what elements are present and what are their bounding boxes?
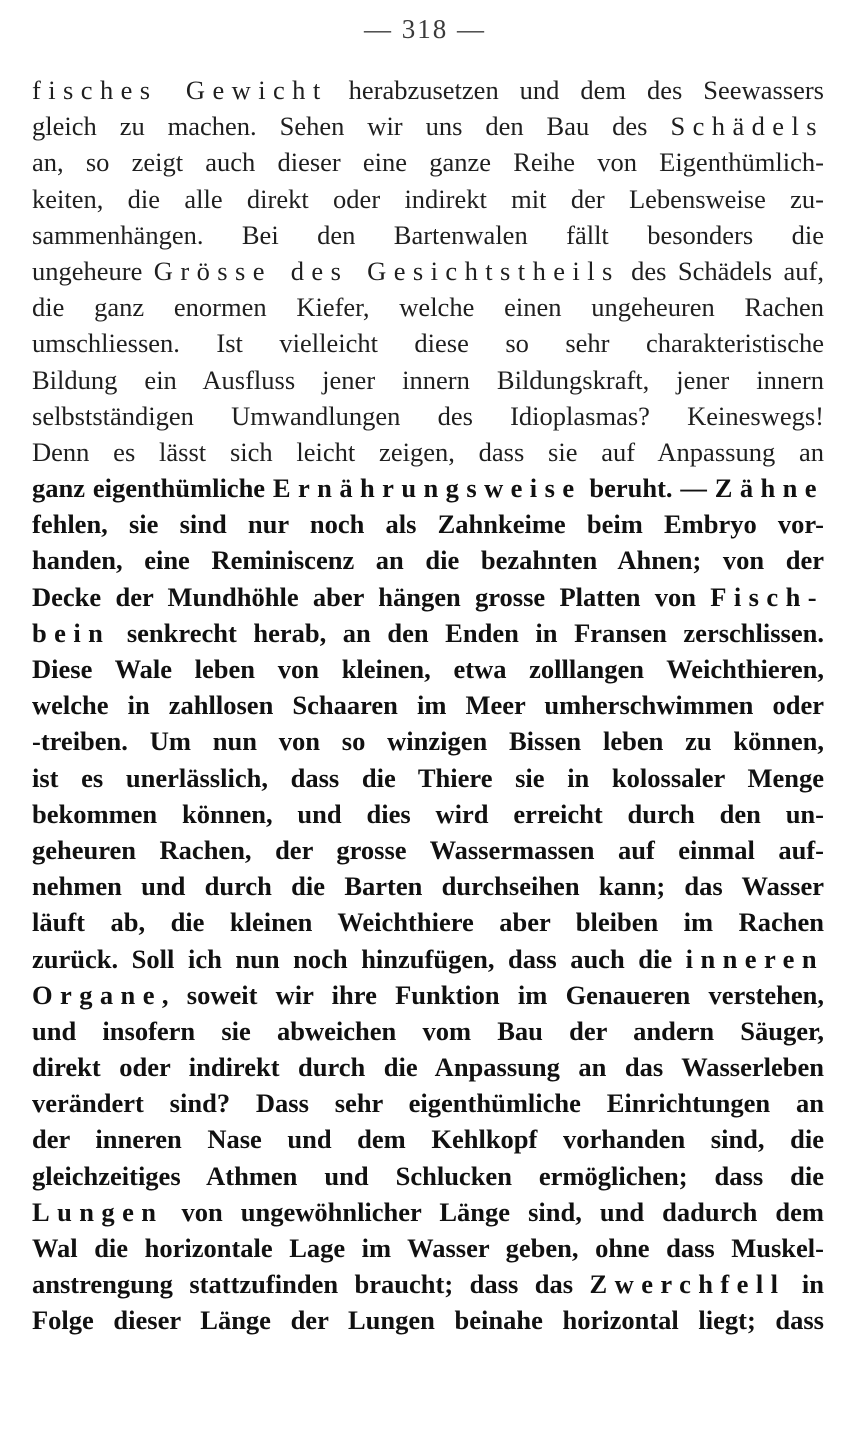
- text-line: [32, 1085, 824, 1121]
- spaced-emphasis: Grösse des Gesichtstheils: [153, 255, 620, 286]
- text-segment: nehmen und durch die Barten durchseihen kann; das Wasser: [32, 871, 824, 902]
- text-segment: sammenhängen. Bei den Bartenwalen fällt besonders die: [32, 219, 824, 250]
- text-line: [32, 796, 824, 832]
- text-segment: anstrengung stattzufinden braucht; dass das: [32, 1269, 590, 1300]
- text-line: [32, 506, 824, 542]
- text-segment: an, so zeigt auch dieser eine ganze Reihe von Eigenthümlich-: [32, 147, 824, 178]
- text-segment: von ungewöhnlicher Länge sind, und dadurch dem: [163, 1196, 824, 1227]
- text-line: [32, 1230, 824, 1266]
- text-line: [32, 1013, 824, 1049]
- text-segment: und insofern sie abweichen vom Bau der andern Säuger,: [32, 1015, 824, 1046]
- text-segment: der inneren Nase und dem Kehlkopf vorhanden sind, die: [32, 1124, 824, 1155]
- text-segment: Folge dieser Länge der Lungen beinahe horizontal liegt; dass: [32, 1305, 824, 1336]
- spaced-emphasis: Schädels: [670, 111, 824, 142]
- text-segment: läuft ab, die kleinen Weichthiere aber bleiben im Rachen: [32, 907, 824, 938]
- text-line: [32, 253, 824, 289]
- text-segment: -treiben. Um nun von so winzigen Bissen leben zu können,: [32, 726, 824, 757]
- spaced-emphasis: Lungen: [32, 1196, 164, 1227]
- text-line: [32, 760, 824, 796]
- spaced-emphasis: Zwerchfell: [589, 1269, 786, 1300]
- text-segment: Bildung ein Ausfluss jener innern Bildungskraft, jener innern: [32, 364, 824, 395]
- text-line: [32, 108, 824, 144]
- text-line: [32, 217, 824, 253]
- text-line: [32, 1194, 824, 1230]
- text-segment: selbstständigen Umwandlungen des Idioplasmas? Keineswegs!: [32, 400, 824, 431]
- spaced-emphasis: Ernährungsweise: [272, 473, 582, 504]
- text-line: [32, 542, 824, 578]
- text-segment: bekommen können, und dies wird erreicht durch den un-: [32, 798, 824, 829]
- text-segment: herabzusetzen und dem des Seewassers: [327, 75, 824, 105]
- spaced-emphasis: fisches Gewicht: [32, 75, 328, 105]
- text-segment: fehlen, sie sind nur noch als Zahnkeime beim Embryo vor-: [32, 509, 824, 540]
- text-segment: direkt oder indirekt durch die Anpassung an das Wasserleben: [32, 1052, 824, 1083]
- text-segment: Denn es lässt sich leicht zeigen, dass sie auf Anpassung an: [32, 436, 824, 467]
- text-line: [32, 1121, 824, 1157]
- text-line: [32, 398, 824, 434]
- text-line: [32, 723, 824, 759]
- text-line: [32, 904, 824, 940]
- text-segment: senkrecht herab, an den Enden in Fransen zerschlissen.: [110, 617, 824, 648]
- text-line: [32, 615, 824, 651]
- text-line: [32, 181, 824, 217]
- text-line: [32, 362, 824, 398]
- text-segment: des Schädels auf,: [619, 255, 824, 286]
- text-segment: gleichzeitiges Athmen und Schlucken ermöglichen; dass die: [32, 1160, 824, 1191]
- text-segment: ganz eigenthümliche: [32, 473, 273, 504]
- text-segment: verändert sind? Dass sehr eigenthümliche Einrichtungen an: [32, 1088, 824, 1119]
- text-segment: Wal die horizontale Lage im Wasser geben, ohne dass Muskel-: [32, 1233, 824, 1263]
- text-line: [32, 832, 824, 868]
- text-segment: geheuren Rachen, der grosse Wassermassen auf einmal auf-: [32, 834, 824, 865]
- text-line: [32, 434, 824, 470]
- body-text: [32, 72, 824, 1339]
- spaced-emphasis: Fisch-: [710, 581, 824, 612]
- text-line: [32, 687, 824, 723]
- text-line: [32, 72, 824, 108]
- text-segment: zurück. Soll ich nun noch hinzufügen, dass auch die: [32, 943, 686, 974]
- spaced-emphasis: bein: [32, 617, 111, 648]
- text-segment: beruht. —: [581, 473, 715, 504]
- spaced-emphasis: Organe: [32, 979, 162, 1010]
- text-line: [32, 1302, 824, 1338]
- text-segment: die ganz enormen Kiefer, welche einen ungeheuren Rachen: [32, 292, 824, 323]
- text-line: [32, 579, 824, 615]
- text-segment: Decke der Mundhöhle aber hängen grosse Platten von: [32, 581, 711, 612]
- text-line: [32, 1049, 824, 1085]
- text-line: [32, 144, 824, 180]
- text-segment: keiten, die alle direkt oder indirekt mit der Lebensweise zu-: [32, 183, 824, 214]
- text-line: [32, 1266, 824, 1302]
- text-segment: handen, eine Reminiscenz an die bezahnten Ahnen; von der: [32, 545, 824, 576]
- spaced-emphasis: Zähne: [714, 473, 824, 504]
- page-number: — 318 —: [364, 14, 486, 44]
- text-segment: welche in zahllosen Schaaren im Meer umherschwimmen oder: [32, 690, 824, 721]
- text-segment: gleich zu machen. Sehen wir uns den Bau des: [32, 111, 671, 142]
- text-segment: umschliessen. Ist vielleicht diese so sehr charakteristische: [32, 328, 824, 359]
- text-line: [32, 1158, 824, 1194]
- text-line: [32, 289, 824, 325]
- text-segment: in: [785, 1269, 825, 1300]
- text-line: [32, 977, 824, 1013]
- text-line: [32, 868, 824, 904]
- text-segment: Diese Wale leben von kleinen, etwa zolllangen Weichthieren,: [32, 654, 824, 684]
- text-line: [32, 470, 824, 506]
- text-segment: ist es unerlässlich, dass die Thiere sie in kolossaler Menge: [32, 762, 824, 793]
- text-segment: ungeheure: [32, 255, 154, 286]
- text-line: [32, 651, 824, 687]
- text-line: [32, 941, 824, 977]
- spaced-emphasis: inneren: [685, 943, 824, 974]
- text-line: [32, 325, 824, 361]
- text-segment: , soweit wir ihre Funktion im Genaueren verstehen,: [161, 979, 824, 1010]
